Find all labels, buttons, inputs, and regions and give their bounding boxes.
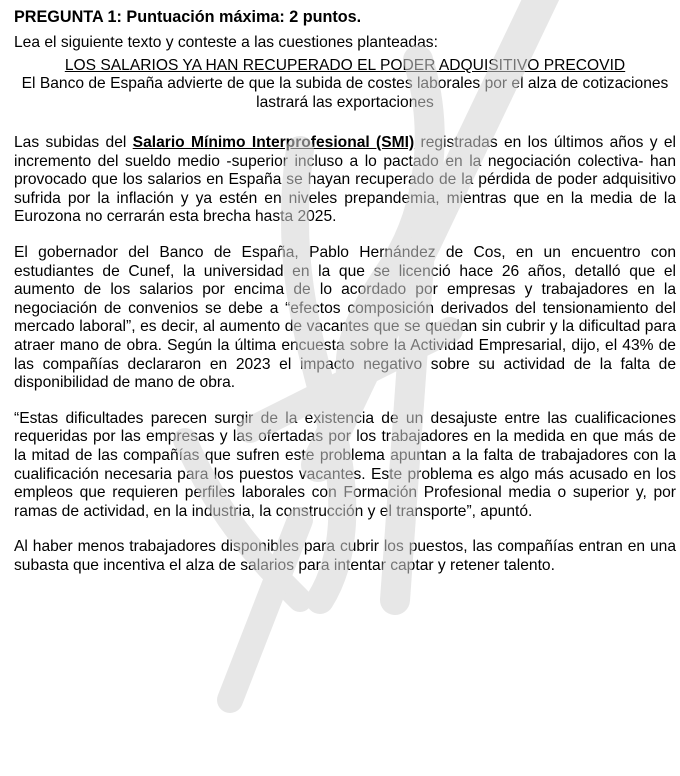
article-paragraph-1 bbox=[14, 134, 676, 227]
smi-highlight: Salario Mínimo Interprofesional (SMI) bbox=[132, 134, 415, 151]
question-title: PREGUNTA 1: Puntuación máxima: 2 puntos. bbox=[14, 8, 362, 26]
article-paragraph-4: Al haber menos trabajadores disponibles para cubrir los puestos, las compañías entran en una subasta que incentiva el alza de salarios para intentar captar y retener talento. bbox=[14, 538, 676, 574]
exam-page bbox=[14, 7, 676, 592]
article-subheadline: El Banco de España advierte de que la subida de costes laborales por el alza de cotizaciones lastrará las exportaciones bbox=[21, 75, 669, 111]
paragraph-1-lead: Las subidas del bbox=[14, 134, 133, 151]
article-headline: LOS SALARIOS YA HAN RECUPERADO EL PODER ADQUISITIVO PRECOVID bbox=[64, 57, 626, 74]
paragraph-1-rest: registradas en los últimos años y el incremento del sueldo medio -superior incluso a lo pactado en la negociación colectiva- han provocado que los salarios en España se hayan recuperado de la pérdida de poder adquisitivo sufrida por la inflación y ya estén en niveles prepandemia, mientras que en la media de la Eurozona no cerrarán esta brecha hasta 2025. bbox=[14, 134, 676, 226]
article-paragraph-2: El gobernador del Banco de España, Pablo Hernández de Cos, en un encuentro con estudiantes de Cunef, la universidad en la que se licenció hace 26 años, detalló que el aumento de los salarios por encima de lo acordado por empresas y trabajadores en la negociación de convenios se debe a “efectos composición derivados del tensionamiento del mercado laboral”, es decir, al aumento de vacantes que se quedan sin cubrir y la dificultad para atraer mano de obra. Según la última encuesta sobre la Actividad Empresarial, dijo, el 43% de las compañías declararon en 2023 el impacto negativo sobre su actividad de la falta de disponibilidad de mano de obra. bbox=[14, 243, 676, 392]
article-paragraph-3: “Estas dificultades parecen surgir de la existencia de un desajuste entre las cualificaciones requeridas por las empresas y las ofertadas por los trabajadores en la medida en que más de la mitad de las compañías que sufren este problema apuntan a la falta de trabajadores con la cualificación necesaria para los puestos vacantes. Este problema es algo más acusado en los empleos que requieren perfiles laborales con Formación Profesional media o superior y, por ramas de actividad, en la industria, la construcción y el transporte”, apuntó. bbox=[14, 409, 676, 520]
instruction-text: Lea el siguiente texto y conteste a las cuestiones planteadas: bbox=[14, 34, 438, 51]
